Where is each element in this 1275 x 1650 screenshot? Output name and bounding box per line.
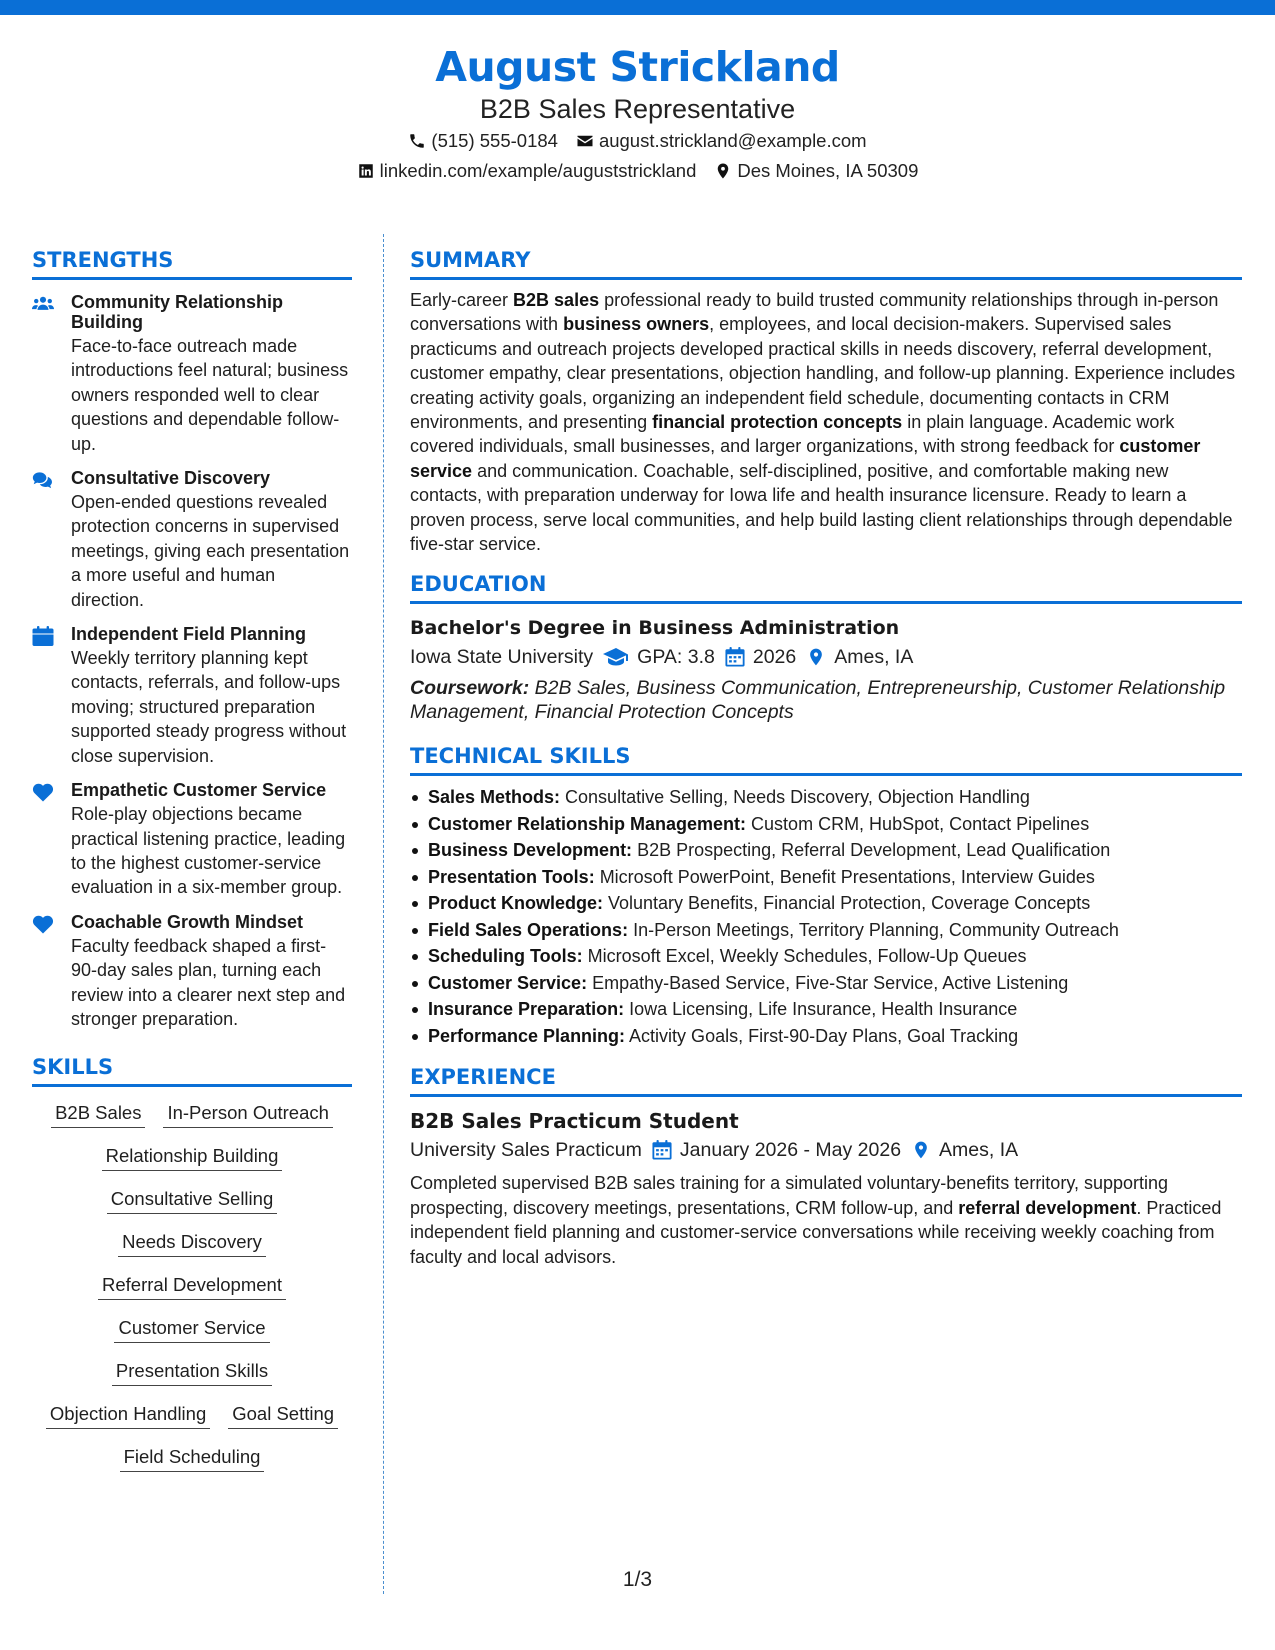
- degree-title: Bachelor's Degree in Business Administration: [410, 617, 900, 640]
- job-desc-part: Completed supervised B2B sales training for a simulated voluntary-benefits territory, supporting prospecting, discovery meetings, presentations, CRM follow-up, and: [410, 1173, 1169, 1218]
- skills-heading: SKILLS: [32, 1053, 352, 1087]
- education-heading: EDUCATION: [410, 570, 1242, 604]
- list-item: [410, 943, 1242, 970]
- strength-title: Consultative Discovery: [71, 468, 271, 489]
- list-item: [410, 890, 1242, 917]
- comments-icon: [32, 470, 54, 490]
- list-item: [410, 811, 1242, 838]
- strength-title: Coachable Growth Mindset: [71, 911, 304, 932]
- strength-desc: Open-ended questions revealed protection concerns in supervised meetings, giving each presentation a more useful and human direction.: [71, 492, 350, 610]
- envelope-icon: [576, 132, 594, 150]
- resume-header: [0, 40, 1275, 186]
- skill-category: Customer Relationship Management:: [428, 813, 747, 834]
- skill-tag: Customer Service: [114, 1316, 269, 1343]
- coursework-label: Coursework:: [410, 677, 530, 700]
- list-item: [410, 1023, 1242, 1050]
- skill-tag: Referral Development: [98, 1273, 286, 1300]
- strength-item: [32, 468, 352, 612]
- summary-emphasis: customer service: [410, 436, 1201, 481]
- skill-values: Activity Goals, First-90-Day Plans, Goal Tracking: [625, 1025, 1019, 1046]
- linkedin-text: linkedin.com/example/auguststrickland: [379, 160, 697, 181]
- phone-text: (515) 555-0184: [431, 130, 558, 151]
- strength-title: Community Relationship Building: [71, 292, 284, 332]
- users-icon: [32, 294, 54, 314]
- heart-icon: [32, 914, 54, 934]
- skill-tag: Relationship Building: [102, 1144, 283, 1171]
- skill-values: Consultative Selling, Needs Discovery, Objection Handling: [560, 787, 1030, 808]
- strength-title: Independent Field Planning: [71, 624, 307, 645]
- linkedin-contact[interactable]: [357, 156, 697, 186]
- experience-meta: [410, 1135, 1242, 1165]
- location-contact: [714, 156, 918, 186]
- summary-text-part: Early-career: [410, 290, 514, 310]
- strengths-heading: STRENGTHS: [32, 246, 352, 280]
- skill-category: Insurance Preparation:: [428, 999, 625, 1020]
- skill-values: B2B Prospecting, Referral Development, Lead Qualification: [632, 840, 1111, 861]
- technical-skills-heading: TECHNICAL SKILLS: [410, 742, 1242, 776]
- strength-desc: Faculty feedback shaped a first-90-day sales plan, turning each review into a clearer next step and stronger preparation.: [71, 935, 346, 1029]
- phone-contact[interactable]: [408, 126, 558, 156]
- skills-tags: [32, 1101, 352, 1472]
- skill-tag: Objection Handling: [46, 1402, 210, 1429]
- strength-desc: Role-play objections became practical listening practice, leading to the highest customer-service evaluation in a six-member group.: [71, 804, 346, 898]
- graduation-year: 2026: [752, 646, 797, 669]
- graduation-cap-icon: [603, 647, 629, 667]
- organization-name: University Sales Practicum: [410, 1139, 642, 1162]
- job-location: Ames, IA: [939, 1139, 1019, 1162]
- summary-text-part: and communication. Coachable, self-disciplined, positive, and comfortable making new contacts, with preparation underway for Iowa life and health insurance licensure. Ready to learn a proven process, serve local communities, and help build lasting client relationships through dependable five-star service.: [410, 460, 1233, 555]
- skill-tag: Field Scheduling: [120, 1445, 265, 1472]
- experience-heading: EXPERIENCE: [410, 1063, 1242, 1097]
- summary-text: [410, 288, 1242, 556]
- strength-item: [32, 292, 352, 456]
- strength-desc: Weekly territory planning kept contacts, referrals, and follow-ups moving; structured preparation supported steady progress without close supervision.: [71, 648, 347, 766]
- summary-text-part: professional ready to build trusted community relationships through in-person conversations with: [410, 290, 1219, 335]
- contact-line-2: [0, 156, 1275, 186]
- skill-values: Voluntary Benefits, Financial Protection, Coverage Concepts: [603, 893, 1091, 914]
- email-text: august.strickland@example.com: [598, 130, 867, 151]
- job-dates: January 2026 - May 2026: [679, 1139, 902, 1162]
- candidate-name: August Strickland: [435, 43, 840, 91]
- page-number: 1/3: [622, 1568, 653, 1591]
- job-description: [410, 1171, 1242, 1269]
- summary-emphasis: financial protection concepts: [652, 412, 903, 433]
- skill-values: Empathy-Based Service, Five-Star Service, Active Listening: [587, 972, 1069, 993]
- coursework: [410, 676, 1242, 724]
- summary-text-part: in plain language. Academic work covered individuals, small businesses, and larger organizations, with strong feedback for: [410, 412, 1175, 457]
- list-item: [410, 837, 1242, 864]
- right-column: [410, 246, 1242, 1269]
- strength-title: Empathetic Customer Service: [71, 780, 327, 801]
- list-item: [410, 784, 1242, 811]
- strength-desc: Face-to-face outreach made introductions feel natural; business owners responded well to clear questions and dependable follow-up.: [71, 336, 349, 454]
- top-accent-bar: [0, 0, 1275, 15]
- calendar-icon: [32, 626, 54, 646]
- skill-tag: Presentation Skills: [112, 1359, 272, 1386]
- list-item: [410, 970, 1242, 997]
- skill-values: In-Person Meetings, Territory Planning, Community Outreach: [628, 919, 1119, 940]
- calendar-icon: [725, 647, 745, 667]
- skill-category: Field Sales Operations:: [428, 919, 629, 940]
- skill-category: Product Knowledge:: [428, 893, 603, 914]
- skill-values: Custom CRM, HubSpot, Contact Pipelines: [746, 813, 1090, 834]
- list-item: [410, 864, 1242, 891]
- candidate-role: B2B Sales Representative: [479, 94, 796, 124]
- skill-tag: Goal Setting: [228, 1402, 338, 1429]
- skill-tag: Needs Discovery: [118, 1230, 266, 1257]
- calendar-icon: [652, 1140, 672, 1160]
- summary-emphasis: B2B sales: [513, 290, 600, 310]
- contact-line-1: [0, 126, 1275, 156]
- strength-item: [32, 624, 352, 768]
- summary-emphasis: business owners: [563, 314, 710, 335]
- technical-skills-list: [410, 784, 1242, 1049]
- summary-heading: SUMMARY: [410, 246, 1242, 280]
- skill-tag: B2B Sales: [51, 1101, 145, 1128]
- map-pin-icon: [714, 162, 732, 180]
- coursework-list: B2B Sales, Business Communication, Entrepreneurship, Customer Relationship Management, Financial Protection Concepts: [410, 677, 1226, 724]
- map-pin-icon: [911, 1140, 931, 1160]
- strength-item: [32, 912, 352, 1032]
- heart-icon: [32, 782, 54, 802]
- skill-tag: In-Person Outreach: [163, 1101, 332, 1128]
- job-title: B2B Sales Practicum Student: [410, 1109, 739, 1134]
- skill-category: Scheduling Tools:: [428, 946, 583, 967]
- job-desc-emphasis: referral development: [958, 1197, 1137, 1218]
- skill-category: Sales Methods:: [428, 787, 561, 808]
- skill-category: Performance Planning:: [428, 1025, 626, 1046]
- job-desc-part: . Practiced independent field planning and customer-service conversations while receiving weekly coaching from faculty and local advisors.: [410, 1197, 1222, 1267]
- skill-tag: Consultative Selling: [107, 1187, 277, 1214]
- skill-category: Business Development:: [428, 840, 633, 861]
- location-text: Des Moines, IA 50309: [737, 160, 919, 181]
- education-meta: [410, 642, 1242, 672]
- school-name: Iowa State University: [410, 646, 594, 669]
- skill-values: Microsoft PowerPoint, Benefit Presentations, Interview Guides: [594, 866, 1095, 887]
- list-item: [410, 996, 1242, 1023]
- strength-item: [32, 780, 352, 900]
- school-location: Ames, IA: [834, 646, 914, 669]
- left-column: [32, 246, 352, 1472]
- skill-category: Presentation Tools:: [428, 866, 595, 887]
- summary-text-part: , employees, and local decision-makers. Supervised sales practicums and outreach projects developed practical skills in needs discovery, referral development, customer empathy, clear presentations, objection handling, and follow-up planning. Experience includes creating activity goals, organizing an independent field schedule, documenting contacts in CRM environments, and presenting: [410, 314, 1236, 433]
- map-pin-icon: [806, 647, 826, 667]
- phone-icon: [408, 132, 426, 150]
- linkedin-icon: [357, 162, 375, 180]
- skill-category: Customer Service:: [428, 972, 588, 993]
- skill-values: Iowa Licensing, Life Insurance, Health Insurance: [624, 999, 1018, 1020]
- skill-values: Microsoft Excel, Weekly Schedules, Follow-Up Queues: [582, 946, 1027, 967]
- list-item: [410, 917, 1242, 944]
- email-contact[interactable]: [576, 126, 867, 156]
- column-divider: [383, 234, 384, 1594]
- gpa-text: GPA: 3.8: [637, 646, 715, 669]
